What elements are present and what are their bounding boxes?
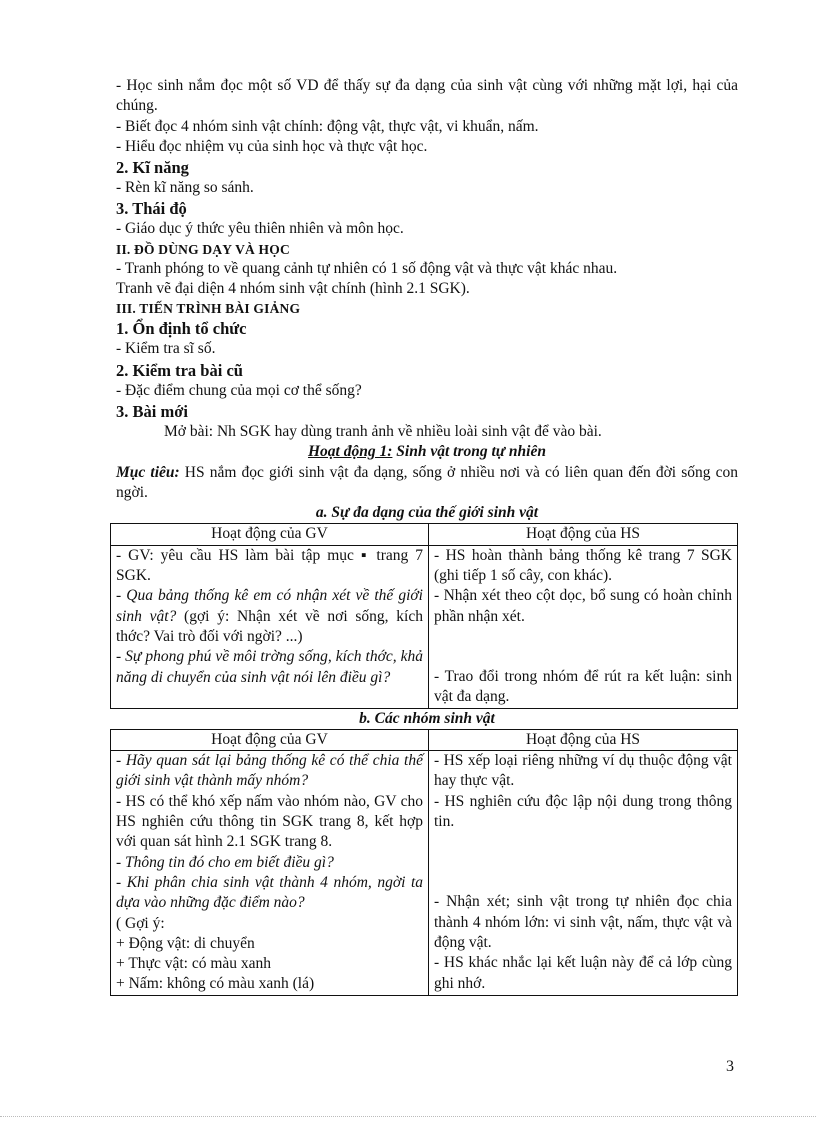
hs-line: - Trao đổi trong nhóm để rút ra kết luận: sinh vật đa dạng. (434, 667, 732, 706)
do-dung-line: Tranh vẽ đại diện 4 nhóm sinh vật chính (hình 2.1 SGK). (116, 280, 470, 298)
heading-do-dung: II. ĐỒ DÙNG DẠY VÀ HỌC (116, 241, 290, 257)
table-section-a (110, 523, 738, 708)
heading-thai-do: 3. Thái độ (116, 199, 187, 219)
activity-label: Hoạt động 1: (308, 443, 393, 461)
gv-line: ( Gợi ý: (116, 914, 165, 932)
hs-line: - HS hoàn thành bảng thống kê trang 7 SGK (ghi tiếp 1 số cây, con khác). (434, 546, 732, 585)
header-gv: Hoạt động của GV (111, 524, 429, 545)
heading-kiem-tra: 2. Kiểm tra bài cũ (116, 360, 243, 380)
table-row (111, 751, 738, 996)
gv-line: - Khi phân chia sinh vật thành 4 nhóm, ngời ta dựa vào những đặc điểm nào? (116, 873, 423, 912)
on-dinh-line: - Kiểm tra sĩ số. (116, 340, 216, 358)
heading-tien-trinh: III. TIẾN TRÌNH BÀI GIẢNG (116, 301, 301, 317)
gv-line (116, 586, 423, 647)
gv-cell (111, 545, 429, 708)
activity-name: Sinh vật trong tự nhiên (392, 443, 546, 461)
activity-title (116, 442, 738, 462)
page-bottom-divider (0, 1116, 816, 1117)
thai-do-line: - Giáo dục ý thức yêu thiên nhiên và môn học. (116, 220, 404, 238)
mo-bai-line: Mở bài: Nh SGK hay dùng tranh ảnh về nhiều loài sinh vật để vào bài. (164, 422, 602, 440)
do-dung-line: - Tranh phóng to về quang cảnh tự nhiên có 1 số động vật và thực vật khác nhau. (116, 259, 618, 277)
muc-tieu-text: HS nắm đọc giới sinh vật đa dạng, sống ở nhiều nơi và có liên quan đến đời sống con ngời. (116, 463, 738, 501)
header-hs: Hoạt động của HS (429, 524, 738, 545)
section-b-title: b. Các nhóm sinh vật (359, 709, 495, 727)
kiem-tra-line: - Đặc điểm chung của mọi cơ thể sống? (116, 381, 362, 399)
table-header-row (111, 524, 738, 545)
heading-ki-nang: 2. Kĩ năng (116, 158, 189, 178)
gv-line: + Thực vật: có màu xanh (116, 955, 272, 973)
heading-on-dinh: 1. Ổn định tổ chức (116, 319, 247, 339)
hs-line: - Nhận xét theo cột dọc, bổ sung có hoàn chỉnh phần nhận xét. (434, 587, 732, 625)
table-header-row (111, 729, 738, 750)
table-row (111, 545, 738, 708)
hs-line: - HS khác nhắc lại kết luận này để cả lớp cùng ghi nhớ. (434, 954, 732, 992)
gv-line: - Thông tin đó cho em biết điều gì? (116, 853, 334, 871)
hs-line: - HS xếp loại riêng những ví dụ thuộc động vật hay thực vật. (434, 752, 732, 790)
header-hs: Hoạt động của HS (429, 729, 738, 750)
gv-cell (111, 751, 429, 996)
hs-line: - Nhận xét; sinh vật trong tự nhiên đọc chia thành 4 nhóm lớn: vi sinh vật, nấm, thực vật và động vật. (434, 893, 732, 951)
gv-line: - HS có thể khó xếp nấm vào nhóm nào, GV cho HS nghiên cứu thông tin SGK trang 8, kết hợp với quan sát hình 2.1 SGK trang 8. (116, 792, 423, 851)
gv-line: - Sự phong phú về môi trờng sống, kích thớc, khả năng di chuyển của sinh vật nói lên điều gì? (116, 648, 423, 686)
page-number: 3 (726, 1058, 734, 1075)
gv-line: - Hãy quan sát lại bảng thống kê có thể chia thế giới sinh vật thành mấy nhóm? (116, 752, 423, 790)
gv-question: - Qua bảng thống kê em có nhận xét về thế giới sinh vật? (116, 587, 423, 625)
muc-tieu-label: Mục tiêu: (116, 463, 180, 481)
heading-bai-moi: 3. Bài mới (116, 401, 188, 421)
section-a-title: a. Sự đa dạng của thế giới sinh vật (315, 504, 539, 522)
table-section-b (110, 729, 738, 996)
hs-cell (429, 751, 738, 996)
gv-line: + Động vật: di chuyển (116, 934, 255, 952)
hs-line: - HS nghiên cứu độc lập nội dung trong thông tin. (434, 792, 732, 831)
gv-line: + Nấm: không có màu xanh (lá) (116, 975, 315, 993)
objective-line: - Biết đọc 4 nhóm sinh vật chính: động vật, thực vật, vi khuẩn, nấm. (116, 117, 539, 135)
objective-line: - Hiểu đọc nhiệm vụ của sinh học và thực vật học. (116, 137, 428, 155)
gv-hint: (gợi ý: Nhận xét về nơi sống, kích thớc? Vai trò đối với ngời? ...) (116, 607, 423, 645)
header-gv: Hoạt động của GV (111, 729, 429, 750)
ki-nang-line: - Rèn kĩ năng so sánh. (116, 179, 254, 197)
hs-cell (429, 545, 738, 708)
gv-line: - GV: yêu cầu HS làm bài tập mục ▪ trang 7 SGK. (116, 546, 423, 585)
muc-tieu-line (116, 463, 738, 504)
objective-line: - Học sinh nắm đọc một số VD để thấy sự đa dạng của sinh vật cùng với những mặt lợi, hại của chúng. (116, 77, 738, 115)
document-body (116, 76, 738, 996)
